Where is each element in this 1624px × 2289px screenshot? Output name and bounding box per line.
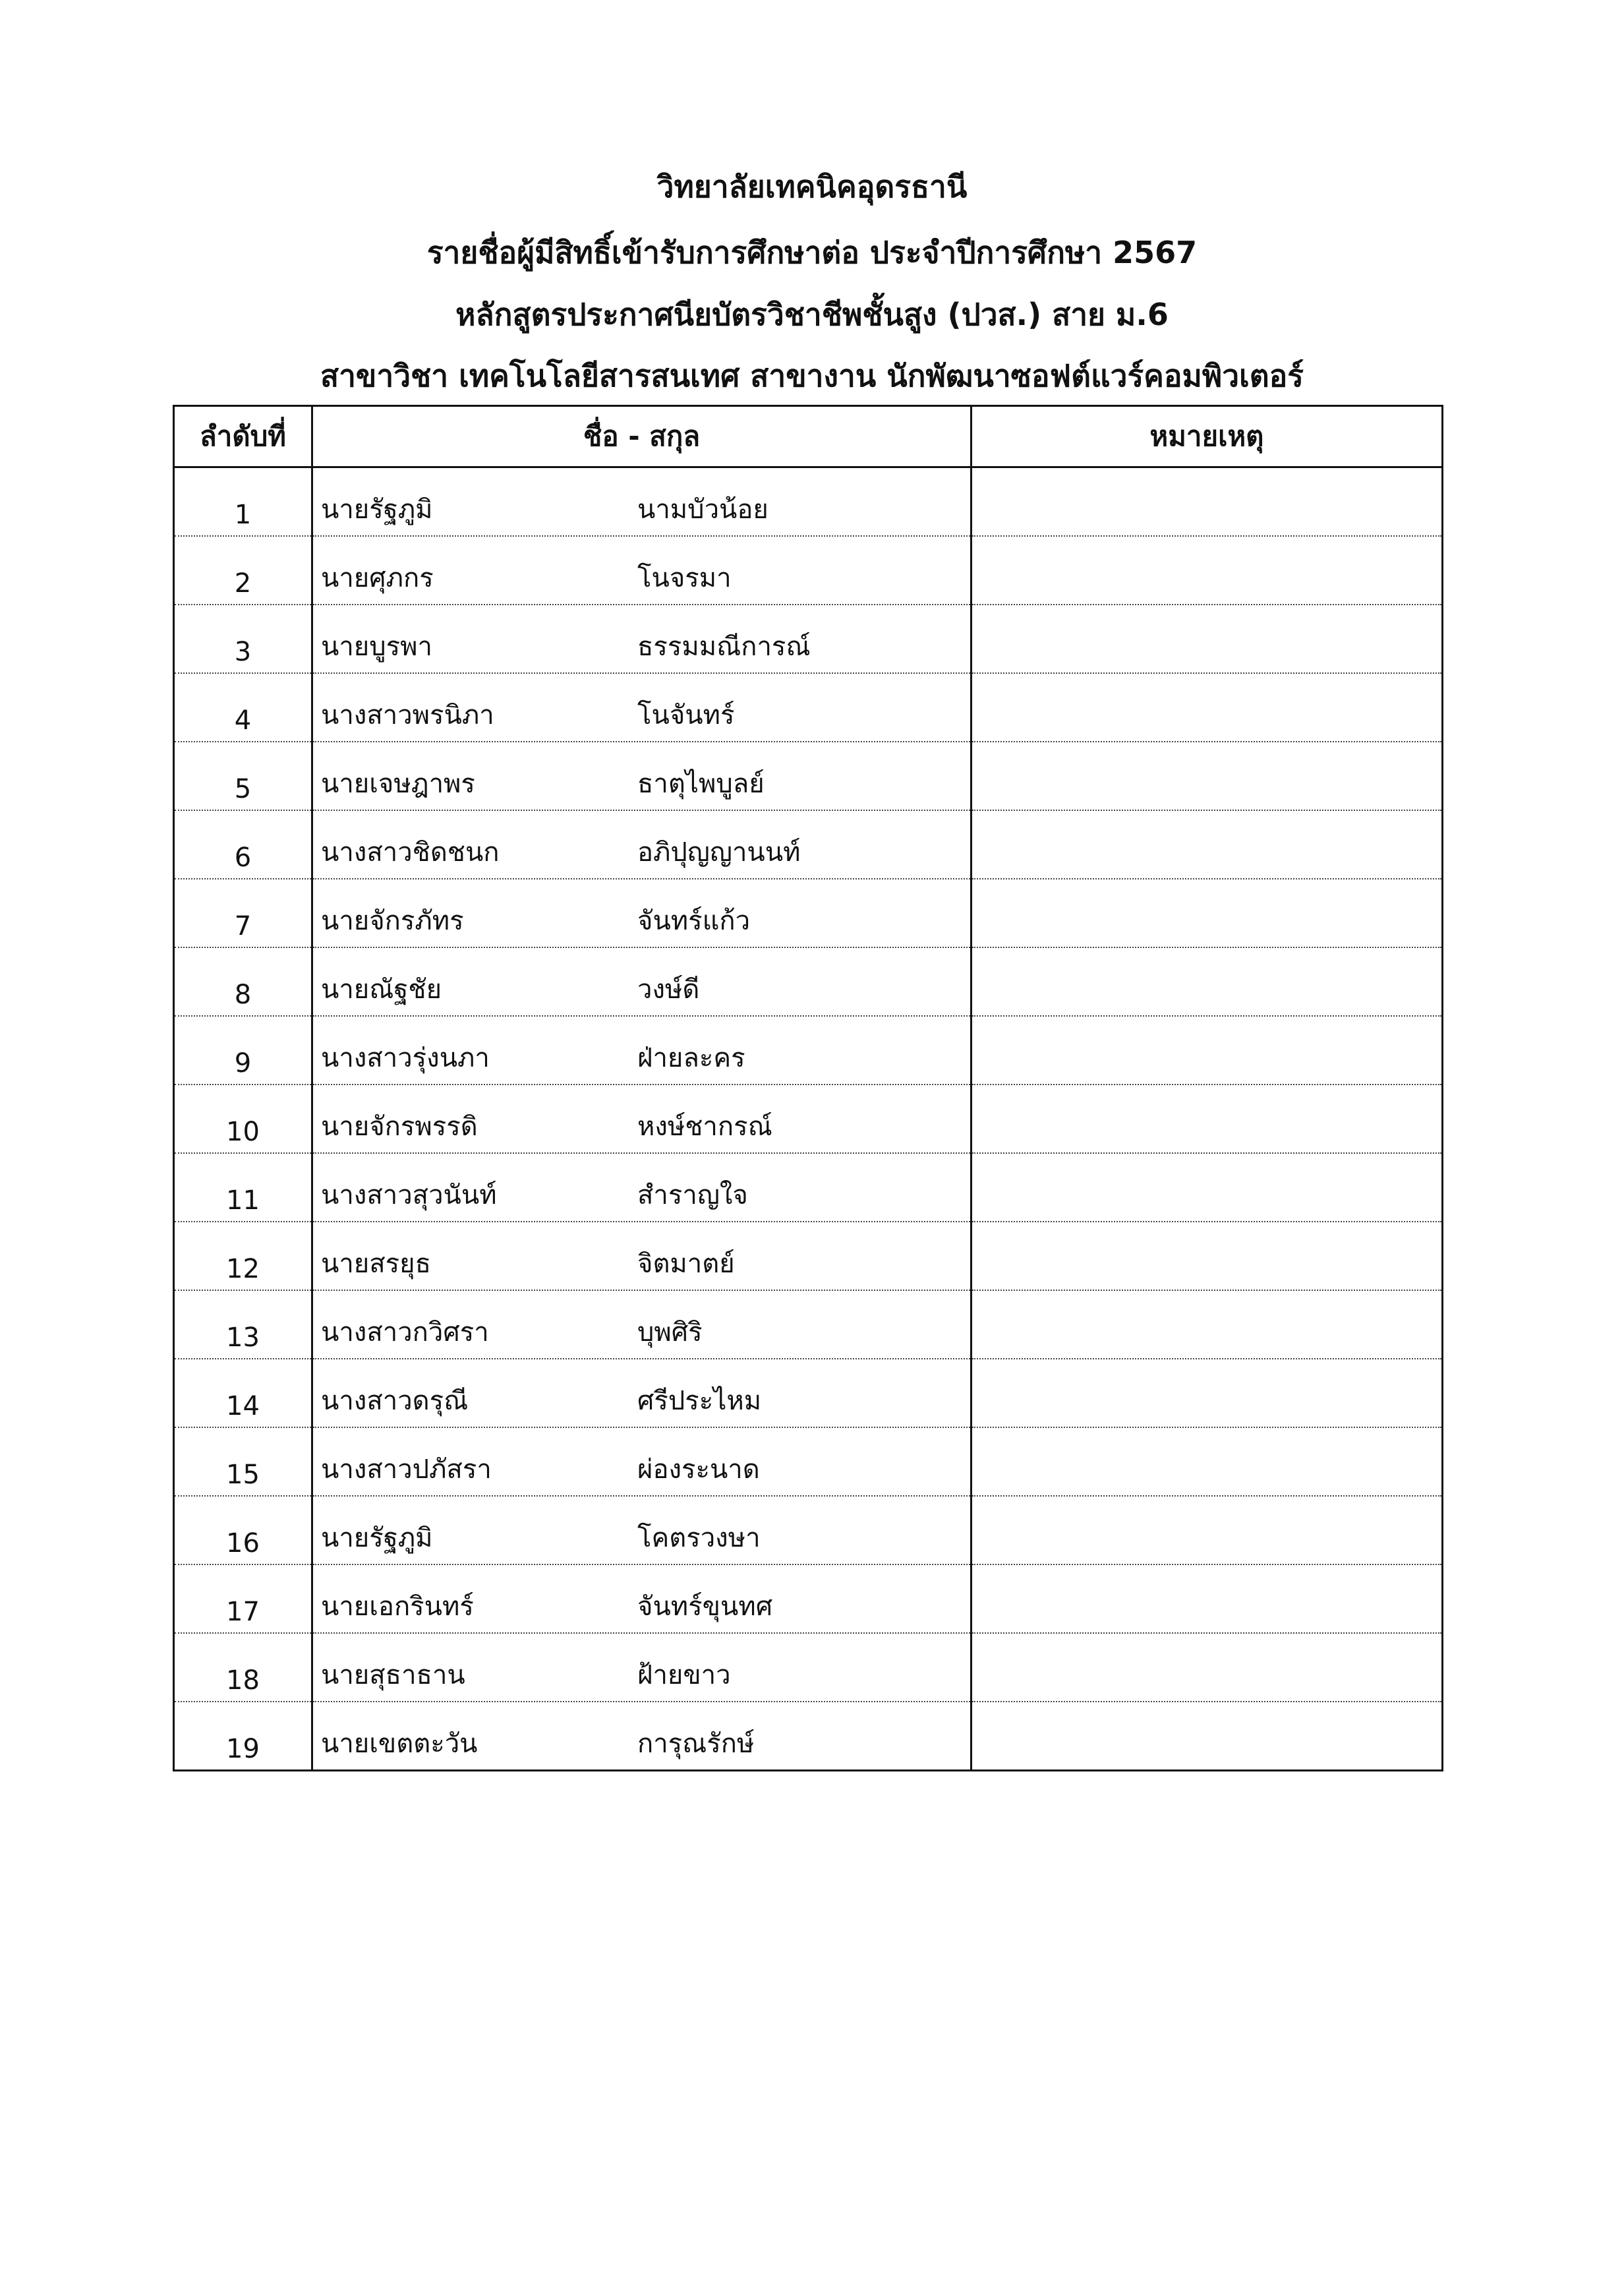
row-number: 4 [174,673,312,742]
row-number: 14 [174,1359,312,1427]
first-name: นางสาวสุวนันท์ [321,1180,497,1210]
table-row [174,1496,1443,1564]
table-row [174,673,1443,742]
row-number: 19 [174,1702,312,1771]
table-body [174,467,1443,1771]
first-name: นายรัฐภูมิ [321,1523,433,1553]
row-note [972,605,1443,673]
first-name: นางสาวปภัสรา [321,1454,492,1485]
table-row [174,1633,1443,1702]
row-full-name [312,605,972,673]
first-name: นายเจษฎาพร [321,769,475,799]
last-name: ฝ้ายขาว [637,1660,731,1690]
row-full-name [312,536,972,605]
row-note [972,810,1443,879]
last-name: สำราญใจ [637,1180,748,1210]
last-name: ธรรมมณีการณ์ [637,632,811,662]
last-name: วงษ์ดี [637,974,700,1005]
table-row [174,879,1443,947]
column-header-name: ชื่อ - สกุล [312,406,972,467]
row-note [972,1153,1443,1222]
last-name: ฝ่ายละคร [637,1043,745,1073]
table-row [174,1085,1443,1153]
last-name: อภิปุญญานนท์ [637,837,801,868]
row-full-name [312,879,972,947]
first-name: นายจักรภัทร [321,906,464,936]
row-full-name [312,1359,972,1427]
row-number: 8 [174,947,312,1016]
row-full-name [312,810,972,879]
table-row [174,1702,1443,1771]
column-header-note: หมายเหตุ [972,406,1443,467]
last-name: บุพศิริ [637,1317,703,1348]
last-name: ผ่องระนาด [637,1454,760,1485]
table-row [174,742,1443,810]
row-note [972,742,1443,810]
row-full-name [312,673,972,742]
row-full-name [312,1564,972,1633]
row-note [972,673,1443,742]
row-full-name [312,742,972,810]
first-name: นายเขตตะวัน [321,1729,478,1759]
row-full-name [312,1702,972,1771]
row-note [972,1564,1443,1633]
table-row [174,1222,1443,1290]
row-full-name [312,1496,972,1564]
last-name: หงษ์ชากรณ์ [637,1112,772,1142]
row-note [972,1016,1443,1085]
row-note [972,1359,1443,1427]
row-number: 12 [174,1222,312,1290]
last-name: โนจันทร์ [637,700,735,730]
first-name: นายเอกรินทร์ [321,1591,474,1622]
student-roster-table [173,405,1443,1771]
row-number: 18 [174,1633,312,1702]
row-full-name [312,1290,972,1359]
row-full-name [312,1153,972,1222]
table-row [174,1564,1443,1633]
first-name: นายจักรพรรดิ [321,1112,478,1142]
first-name: นายณัฐชัย [321,974,442,1005]
row-note [972,1633,1443,1702]
row-note [972,1427,1443,1496]
row-number: 10 [174,1085,312,1153]
first-name: นายศุภกร [321,563,434,593]
first-name: นางสาวพรนิภา [321,700,494,730]
row-full-name [312,947,972,1016]
last-name: จันทร์ขุนทศ [637,1591,773,1622]
first-name: นางสาวชิดชนก [321,837,500,868]
column-header-number: ลำดับที่ [174,406,312,467]
table-row [174,1359,1443,1427]
table-row [174,605,1443,673]
first-name: นายสุธาธาน [321,1660,465,1690]
row-note [972,467,1443,537]
last-name: จันทร์แก้ว [637,906,751,936]
row-number: 2 [174,536,312,605]
table-row [174,1153,1443,1222]
row-number: 1 [174,467,312,537]
first-name: นายสรยุธ [321,1249,431,1279]
last-name: ธาตุไพบูลย์ [637,769,765,799]
document-title: รายชื่อผู้มีสิทธิ์เข้ารับการศึกษาต่อ ประจำปีการศึกษา 2567 [426,235,1198,270]
row-note [972,879,1443,947]
row-full-name [312,1085,972,1153]
table-row [174,467,1443,537]
row-number: 16 [174,1496,312,1564]
row-note [972,1222,1443,1290]
table-row [174,947,1443,1016]
table-row [174,1290,1443,1359]
last-name: โคตรวงษา [637,1523,761,1553]
row-full-name [312,1222,972,1290]
row-note [972,536,1443,605]
row-note [972,1085,1443,1153]
row-number: 15 [174,1427,312,1496]
table-header-row [174,406,1443,467]
row-full-name [312,1633,972,1702]
college-name: วิทยาลัยเทคนิคอุดรธานี [656,169,968,204]
row-note [972,1496,1443,1564]
row-number: 5 [174,742,312,810]
department-title: สาขาวิชา เทคโนโลยีสารสนเทศ สาขางาน นักพัฒนาซอฟต์แวร์คอมพิวเตอร์ [320,358,1304,394]
program-title: หลักสูตรประกาศนียบัตรวิชาชีพชั้นสูง (ปวส.) สาย ม.6 [455,297,1169,332]
row-number: 13 [174,1290,312,1359]
last-name: ศรีประไหม [637,1386,762,1416]
row-note [972,1702,1443,1771]
last-name: การุณรักษ์ [637,1729,755,1759]
table-row [174,810,1443,879]
row-note [972,947,1443,1016]
row-number: 7 [174,879,312,947]
row-number: 11 [174,1153,312,1222]
first-name: นางสาวรุ่งนภา [321,1043,490,1073]
row-number: 3 [174,605,312,673]
first-name: นางสาวดรุณี [321,1386,469,1416]
table-row [174,1427,1443,1496]
last-name: จิตมาตย์ [637,1249,735,1279]
table-row [174,536,1443,605]
last-name: โนจรมา [637,563,732,593]
row-number: 9 [174,1016,312,1085]
last-name: นามบัวน้อย [637,494,768,525]
table-row [174,1016,1443,1085]
row-note [972,1290,1443,1359]
row-full-name [312,467,972,537]
row-full-name [312,1016,972,1085]
first-name: นายบูรพา [321,632,432,662]
row-number: 6 [174,810,312,879]
row-full-name [312,1427,972,1496]
first-name: นายรัฐภูมิ [321,494,433,525]
first-name: นางสาวกวิศรา [321,1317,489,1348]
row-number: 17 [174,1564,312,1633]
